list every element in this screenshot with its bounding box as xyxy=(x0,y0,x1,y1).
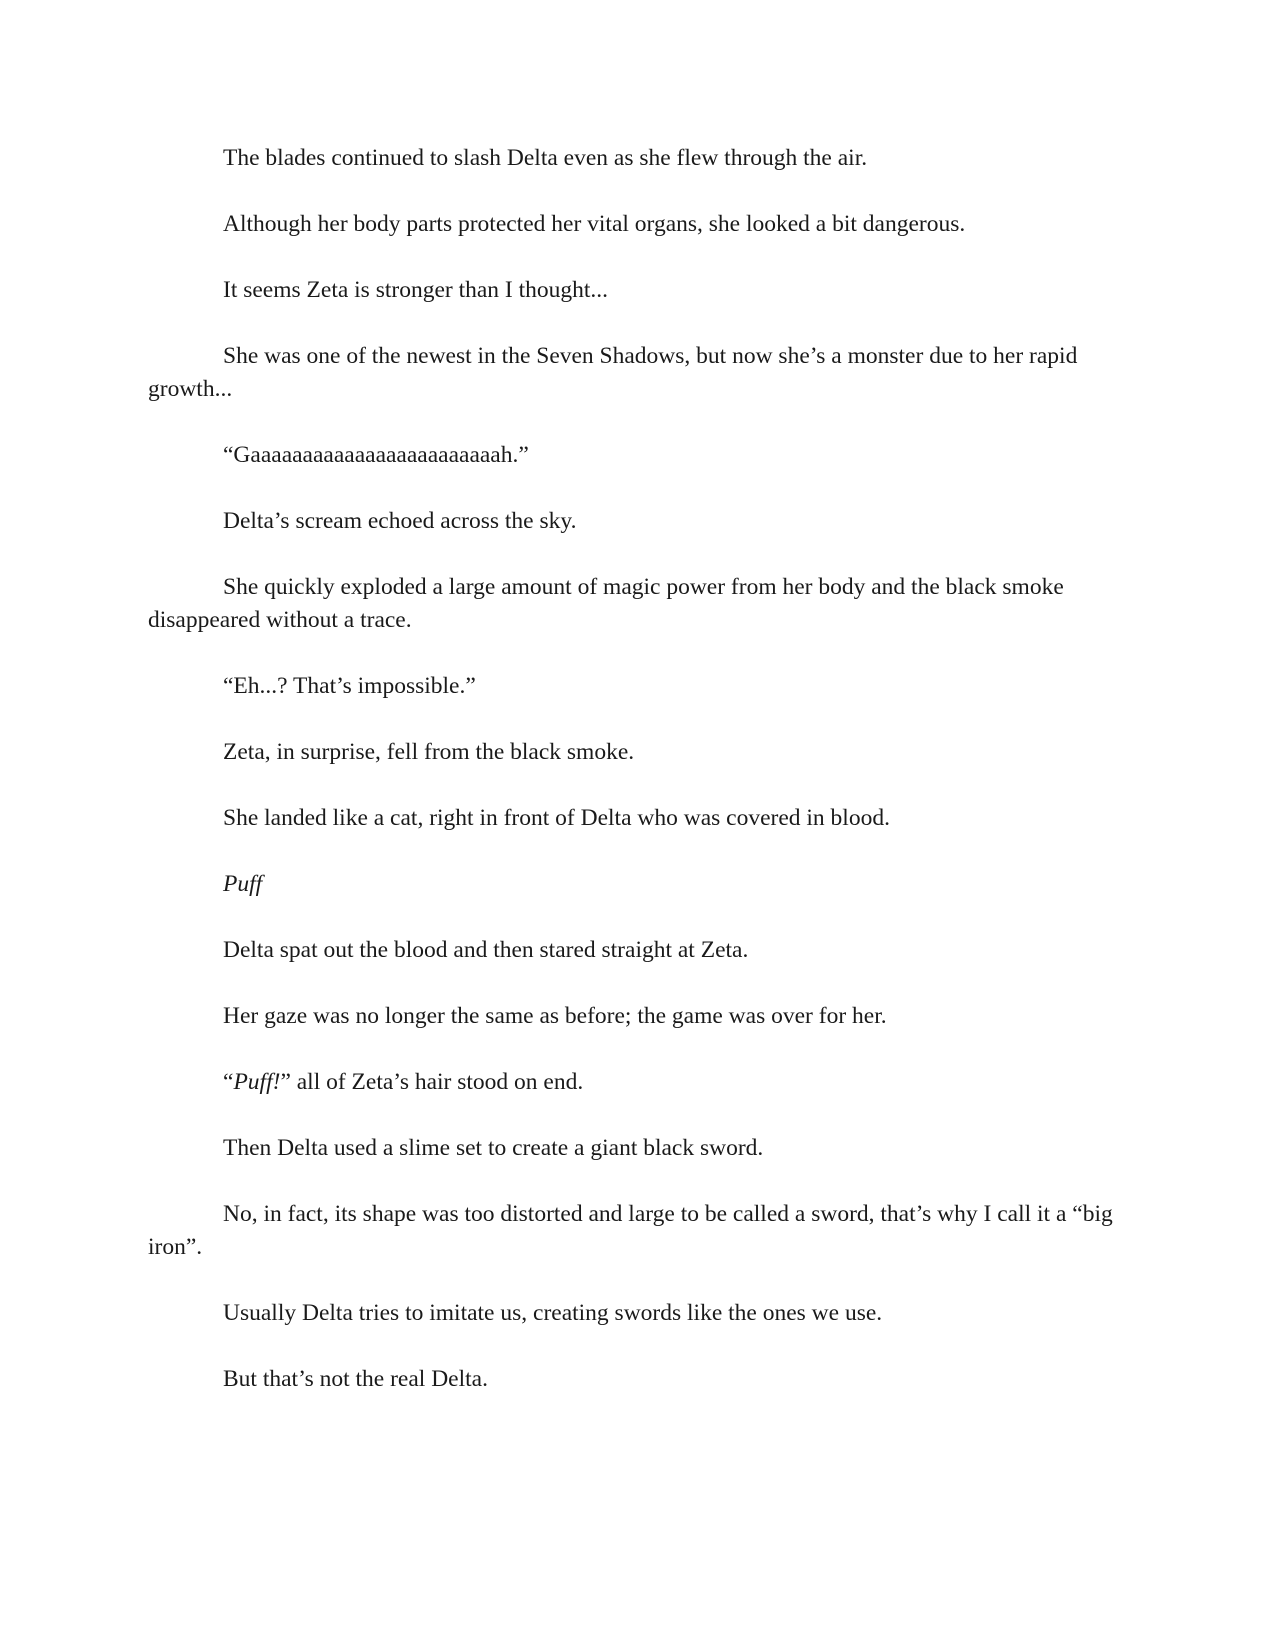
paragraph-5: “Gaaaaaaaaaaaaaaaaaaaaaaaah.” xyxy=(223,442,529,468)
paragraph-2: Although her body parts protected her vital organs, she looked a bit dangerous. xyxy=(223,211,966,237)
paragraph-7: She quickly exploded a large amount of magic power from her body and the black smoke disappeared without a trace. xyxy=(148,574,1064,633)
sound-effect-italic: Puff xyxy=(223,871,263,897)
paragraph-8: “Eh...? That’s impossible.” xyxy=(223,673,476,699)
open-quote: “ xyxy=(223,1069,234,1095)
paragraph-13: Her gaze was no longer the same as before; the game was over for her. xyxy=(223,1003,887,1029)
paragraph-4: She was one of the newest in the Seven Shadows, but now she’s a monster due to her rapid growth... xyxy=(148,343,1078,402)
paragraph-14-rest: ” all of Zeta’s hair stood on end. xyxy=(280,1069,584,1095)
paragraph-9: Zeta, in surprise, fell from the black smoke. xyxy=(223,739,635,765)
paragraph-10: She landed like a cat, right in front of Delta who was covered in blood. xyxy=(223,805,890,831)
paragraph-3: It seems Zeta is stronger than I thought... xyxy=(223,277,609,303)
paragraph-6: Delta’s scream echoed across the sky. xyxy=(223,508,577,534)
paragraph-12: Delta spat out the blood and then stared straight at Zeta. xyxy=(223,937,749,963)
body-text xyxy=(148,142,1123,1429)
paragraph-17: Usually Delta tries to imitate us, creating swords like the ones we use. xyxy=(223,1300,883,1326)
sound-effect-italic: Puff! xyxy=(233,1069,281,1095)
paragraph-14 xyxy=(148,1066,1123,1099)
paragraph-18: But that’s not the real Delta. xyxy=(223,1366,488,1392)
paragraph-11-sound-effect xyxy=(148,868,1123,901)
paragraph-16: No, in fact, its shape was too distorted and large to be called a sword, that’s why I call it a “big iron”. xyxy=(148,1201,1113,1260)
paragraph-1: The blades continued to slash Delta even as she flew through the air. xyxy=(223,145,868,171)
paragraph-15: Then Delta used a slime set to create a giant black sword. xyxy=(223,1135,764,1161)
